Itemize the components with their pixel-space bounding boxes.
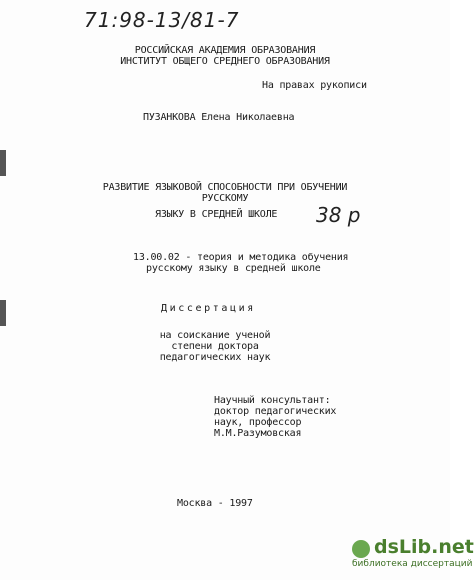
place-year: Москва - 1997 — [177, 498, 253, 509]
title-line-1: РАЗВИТИЕ ЯЗЫКОВОЙ СПОСОБНОСТИ ПРИ ОБУЧЕНИИ — [102, 182, 348, 193]
consultant-line-2: доктор педагогических — [214, 406, 337, 417]
handwritten-mark: 38 р — [316, 203, 361, 227]
scan-edge-mark — [0, 300, 6, 326]
watermark-brand: dsLib.net — [374, 536, 474, 558]
degree-line-3: педагогических наук — [159, 352, 271, 363]
title-line-2: РУССКОМУ — [201, 193, 249, 204]
org-line-2: ИНСТИТУТ ОБЩЕГО СРЕДНЕГО ОБРАЗОВАНИЯ — [120, 56, 330, 67]
scan-edge-mark — [0, 150, 6, 176]
dslib-watermark[interactable] — [352, 536, 474, 569]
catalog-number: 71:98-13/81-7 — [84, 8, 240, 32]
dslib-logo-icon — [352, 540, 370, 558]
consultant-line-4: М.М.Разумовская — [214, 428, 302, 439]
degree-line-1: на соискание ученой — [159, 330, 271, 341]
consultant-line-3: наук, профессор — [214, 417, 302, 428]
watermark-subtitle: библиотека диссертаций — [352, 559, 473, 569]
title-line-3: ЯЗЫКУ В СРЕДНЕЙ ШКОЛЕ — [155, 209, 278, 220]
consultant-line-1: Научный консультант: — [214, 395, 331, 406]
manuscript-rights: На правах рукописи — [262, 80, 367, 91]
author-name: ПУЗАНКОВА Елена Николаевна — [143, 112, 295, 123]
specialty-line-1: 13.00.02 - теория и методика обучения — [133, 252, 349, 263]
specialty-line-2: русскому языку в средней школе — [146, 263, 321, 274]
work-type: Диссертация — [161, 303, 256, 314]
org-line-1: РОССИЙСКАЯ АКАДЕМИЯ ОБРАЗОВАНИЯ — [134, 45, 316, 56]
degree-line-2: степени доктора — [171, 341, 259, 352]
